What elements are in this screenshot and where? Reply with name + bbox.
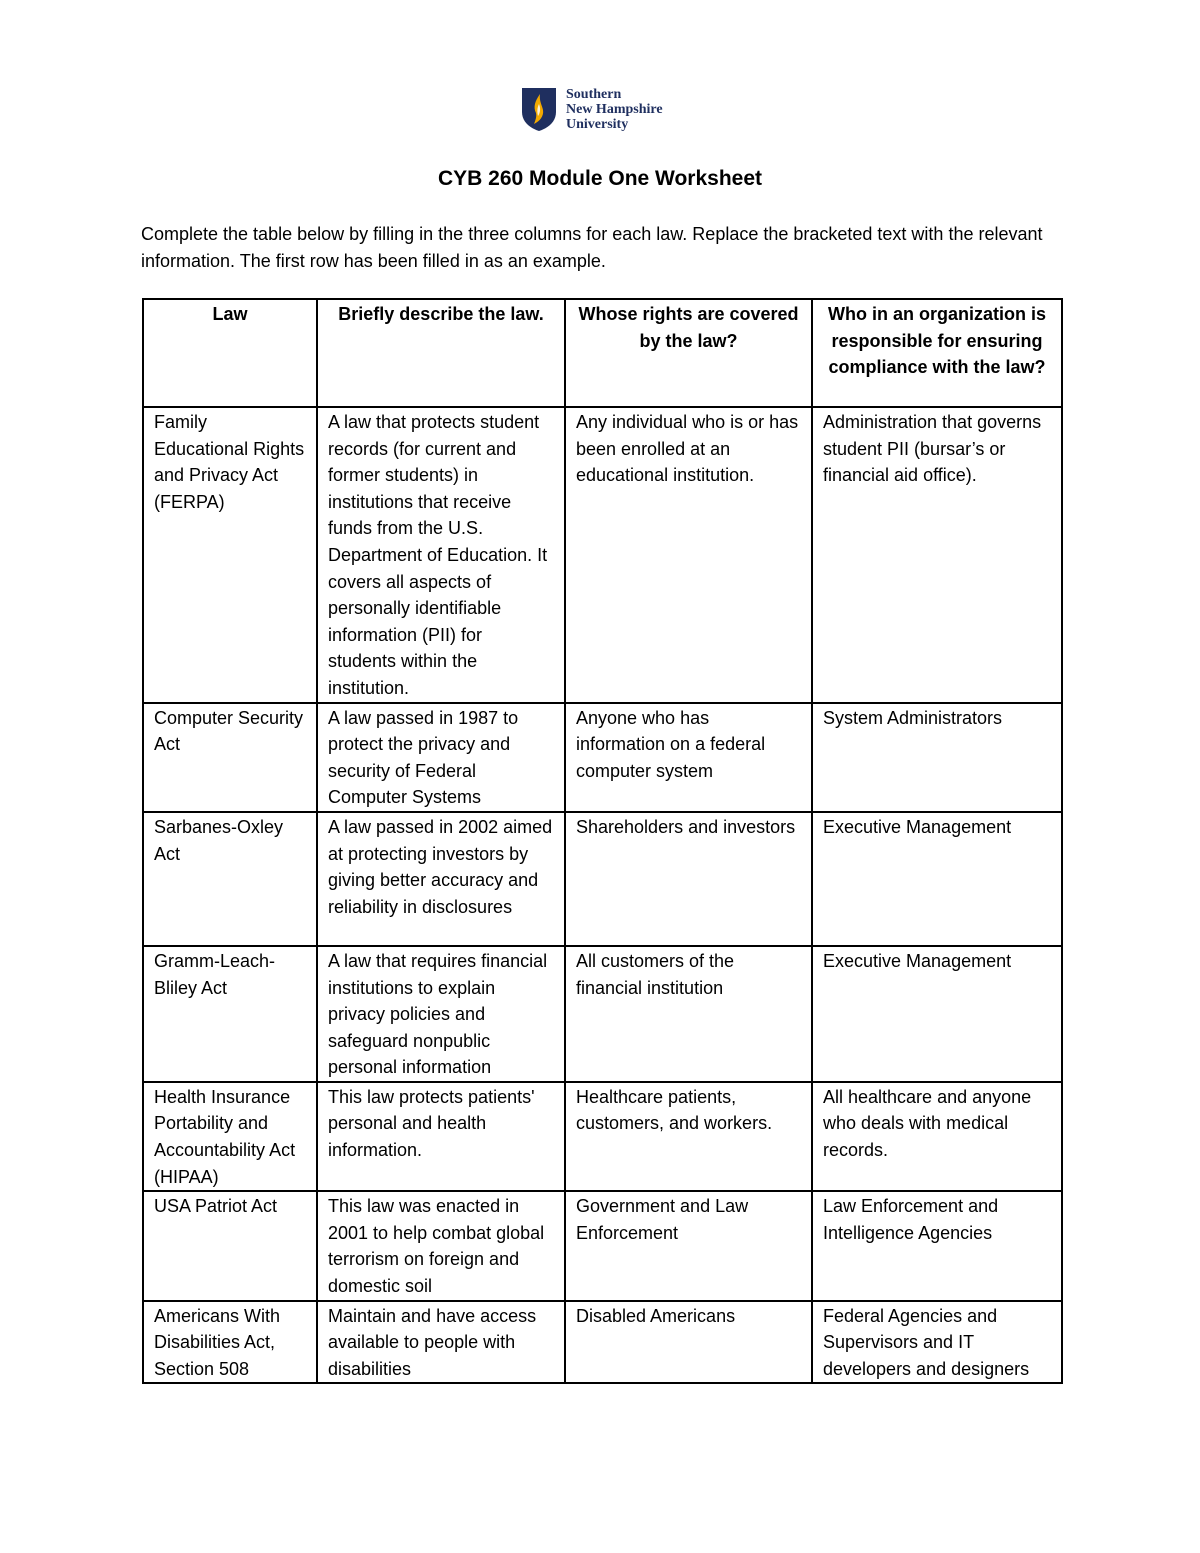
cell-rights: Disabled Americans: [565, 1301, 812, 1384]
cell-responsible: Federal Agencies and Supervisors and IT developers and designers: [812, 1301, 1062, 1384]
header-rights: Whose rights are covered by the law?: [565, 299, 812, 407]
cell-rights: Any individual who is or has been enrolled at an educational institution.: [565, 407, 812, 703]
cell-description: Maintain and have access available to people with disabilities: [317, 1301, 565, 1384]
logo-line-1: Southern: [566, 86, 622, 102]
cell-law: Computer Security Act: [143, 703, 317, 812]
flame-shield-icon: [520, 86, 558, 132]
page-title: CYB 260 Module One Worksheet: [437, 167, 763, 190]
table-row: [143, 946, 1062, 1082]
cell-rights: Government and Law Enforcement: [565, 1191, 812, 1300]
cell-rights: Anyone who has information on a federal computer system: [565, 703, 812, 812]
instructions-text: Complete the table below by filling in the three columns for each law. Replace the bracketed text with the relevant information. The first row has been filled in as an example.: [141, 224, 1043, 271]
cell-law: Americans With Disabilities Act, Section 508: [143, 1301, 317, 1384]
table-row: [143, 812, 1062, 946]
cell-law: Sarbanes-Oxley Act: [143, 812, 317, 946]
cell-law: Health Insurance Portability and Accountability Act (HIPAA): [143, 1082, 317, 1191]
cell-rights: All customers of the financial institution: [565, 946, 812, 1082]
cell-description: A law passed in 1987 to protect the privacy and security of Federal Computer Systems: [317, 703, 565, 812]
header-law: Law: [143, 299, 317, 407]
cell-description: This law was enacted in 2001 to help combat global terrorism on foreign and domestic soil: [317, 1191, 565, 1300]
table-row: [143, 703, 1062, 812]
laws-table: [142, 298, 1063, 1384]
table-row: [143, 1301, 1062, 1384]
logo-wordmark: [566, 87, 663, 132]
logo-line-3: University: [566, 116, 629, 132]
cell-responsible: Administration that governs student PII (bursar’s or financial aid office).: [812, 407, 1062, 703]
cell-description: This law protects patients' personal and health information.: [317, 1082, 565, 1191]
cell-responsible: All healthcare and anyone who deals with medical records.: [812, 1082, 1062, 1191]
table-row: [143, 1191, 1062, 1300]
table-header-row: [143, 299, 1062, 407]
logo-line-2: New Hampshire: [566, 101, 663, 117]
table-row: [143, 407, 1062, 703]
cell-responsible: System Administrators: [812, 703, 1062, 812]
cell-law: Gramm-Leach-Bliley Act: [143, 946, 317, 1082]
cell-rights: Shareholders and investors: [565, 812, 812, 946]
cell-responsible: Executive Management: [812, 812, 1062, 946]
cell-description: A law that protects student records (for current and former students) in institutions that receive funds from the U.S. Department of Education. It covers all aspects of personally identifiable information (PII) for students within the institution.: [317, 407, 565, 703]
table-row: [143, 1082, 1062, 1191]
cell-description: A law passed in 2002 aimed at protecting investors by giving better accuracy and reliability in disclosures: [317, 812, 565, 946]
cell-rights: Healthcare patients, customers, and workers.: [565, 1082, 812, 1191]
cell-law: Family Educational Rights and Privacy Act (FERPA): [143, 407, 317, 703]
cell-law: USA Patriot Act: [143, 1191, 317, 1300]
cell-responsible: Executive Management: [812, 946, 1062, 1082]
cell-responsible: Law Enforcement and Intelligence Agencies: [812, 1191, 1062, 1300]
cell-description: A law that requires financial institutions to explain privacy policies and safeguard nonpublic personal information: [317, 946, 565, 1082]
header-description: Briefly describe the law.: [317, 299, 565, 407]
header-responsible: Who in an organization is responsible for ensuring compliance with the law?: [812, 299, 1062, 407]
university-logo: [520, 84, 690, 134]
